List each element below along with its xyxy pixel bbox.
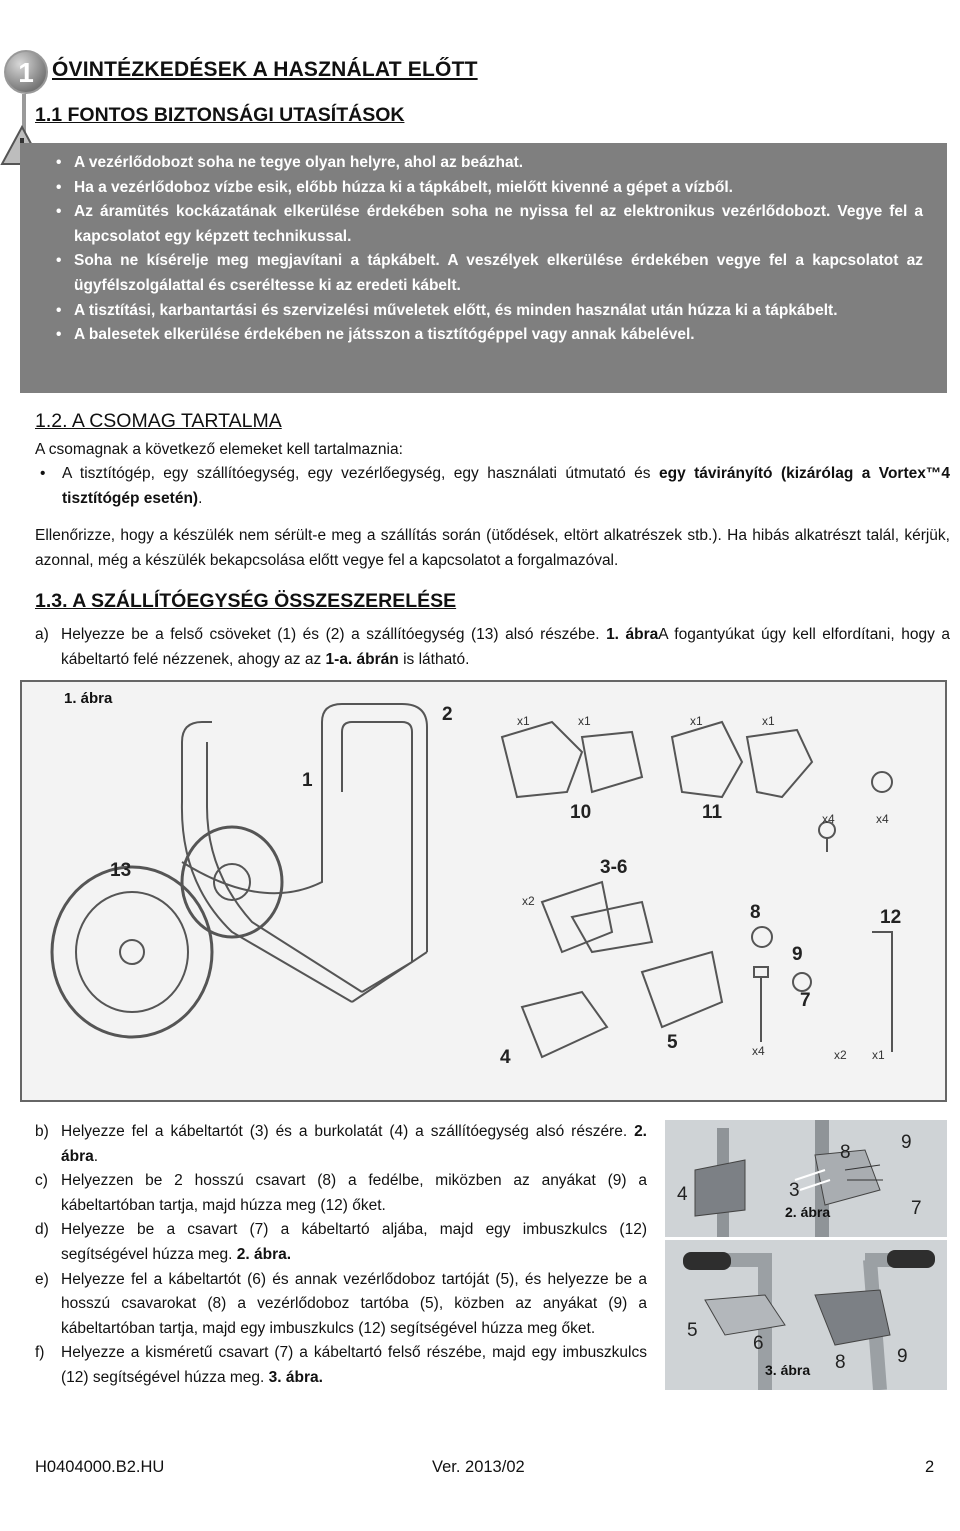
step-d (35, 1218, 647, 1267)
part-label: 7 (800, 990, 811, 1011)
footer-page-number: 2 (925, 1458, 935, 1476)
part-label: 1 (302, 770, 313, 791)
part-label: 4 (500, 1047, 511, 1068)
step-a-text-3: is látható. (398, 650, 470, 668)
safety-instructions-box (20, 143, 947, 393)
step-c (35, 1169, 647, 1218)
quantity-label: x1 (517, 714, 530, 728)
part-label: 7 (911, 1198, 922, 1219)
quantity-label: x2 (834, 1048, 847, 1062)
figure-ref: 1-a. ábrán (325, 650, 399, 668)
quantity-label: x4 (876, 812, 889, 826)
part-label: 13 (110, 860, 132, 881)
part-label: 8 (840, 1142, 851, 1163)
part-label: 8 (835, 1352, 846, 1373)
step-e (35, 1268, 647, 1342)
step-a-text-2: A fogantyúkat úgy kell elfordítani, hogy a kábeltartó felé nézzenek, ahogy az az (61, 626, 950, 668)
part-label: 9 (897, 1346, 908, 1367)
step-text: Helyezzen be 2 hosszú csavart (8) a fedélbe, miközben az anyákat (9) a kábeltartóban tartja, majd húzza meg (12) őket. (61, 1172, 647, 1214)
safety-item: • A balesetek elkerülése érdekében ne játsszon a tisztítógéppel vagy annak kábelével. (74, 323, 923, 348)
step-a (35, 623, 950, 672)
step-letter: c) (35, 1172, 48, 1190)
figure-1 (20, 680, 947, 1102)
part-label: 8 (750, 902, 761, 923)
assembly-steps (35, 1120, 647, 1391)
step-a-text-1: Helyezze be a felső csöveket (1) és (2) a szállítóegység (13) alsó részébe. (61, 626, 607, 643)
safety-item: • Soha ne kísérelje meg megjavítani a tápkábelt. A veszélyek elkerülése érdekében vegye fel a kapcsolatot az ügyfélszolgálattal és cseréltesse ki az eredeti kábelt. (74, 249, 923, 298)
bullet-dot: • (40, 465, 46, 482)
figure-3-caption: 3. ábra (765, 1362, 811, 1378)
part-label: 3 (789, 1180, 800, 1201)
section-1-3-heading: 1.3. A SZÁLLÍTÓEGYSÉG ÖSSZESZERELÉSE (35, 590, 457, 612)
part-label: 12 (880, 907, 902, 928)
figure-ref: 1. ábra (606, 626, 659, 643)
chapter-title: ÓVINTÉZKEDÉSEK A HASZNÁLAT ELŐTT (52, 58, 478, 81)
step-letter: f) (35, 1344, 45, 1362)
figure-3 (665, 1240, 947, 1390)
quantity-label: x1 (762, 714, 775, 728)
step-f (35, 1341, 647, 1390)
step-text: Helyezze a kisméretű csavart (7) a kábeltartó felső részébe, majd egy imbuszkulcs (12) segítségével húzza meg. (61, 1344, 647, 1386)
package-contents-item (40, 462, 950, 511)
quantity-label: x4 (822, 812, 835, 826)
step-text: Helyezze be a csavart (7) a kábeltartó aljába, majd egy imbuszkulcs (12) segítségével húzza meg. (61, 1221, 647, 1263)
safety-item: • Az áramütés kockázatának elkerülése érdekében soha ne nyissa fel az elektronikus vezérlődobozt. Vegye fel a kapcsolatot egy képzett technikussal. (74, 200, 923, 249)
chapter-number-badge (4, 50, 48, 94)
part-label: 5 (687, 1320, 698, 1341)
part-label: 9 (792, 944, 803, 965)
step-text: Helyezze fel a kábeltartót (6) és annak vezérlődoboz tartóját (5), és helyezze be a hosszú csavarokat (8) a vezérlődoboz tartóba (5), közben az anyákat (9) a kábeltartóban tartja, majd egy imbuszkulcs (12) segítségével húzza meg őket. (61, 1270, 647, 1337)
figure-ref: 3. ábra. (268, 1368, 323, 1386)
quantity-label: x1 (578, 714, 591, 728)
part-label: 2 (442, 704, 453, 725)
footer-version: Ver. 2013/02 (432, 1458, 525, 1476)
figure-1-drawing (22, 682, 945, 1100)
figure-2 (665, 1120, 947, 1237)
quantity-label: x4 (752, 1044, 765, 1058)
package-intro: A csomagnak a következő elemeket kell tartalmaznia: (35, 441, 403, 458)
damage-check-text: Ellenőrizze, hogy a készülék nem sérült-e meg a szállítás során (ütődések, eltört alkatrészek stb.). Ha hibás alkatrészt talál, kérjük, azonnal, még a készülék bekapcsolása előtt vegye fel a kapcsolatot a forgalmazóval. (35, 527, 950, 569)
figure-ref: 2. ábra. (236, 1245, 292, 1263)
step-letter: e) (35, 1270, 49, 1288)
quantity-label: x1 (690, 714, 703, 728)
figure-1-caption: 1. ábra (64, 690, 113, 707)
quantity-label: x2 (522, 894, 535, 908)
package-contents-end: . (198, 489, 203, 507)
step-letter: b) (35, 1123, 49, 1140)
section-1-2-heading: 1.2. A CSOMAG TARTALMA (35, 410, 282, 432)
part-label: 5 (667, 1032, 678, 1053)
remote-control-note: egy távirányító (kizárólag a Vortex™4 tisztítógép esetén) (62, 465, 950, 507)
part-label: 10 (570, 802, 592, 823)
safety-item: • Ha a vezérlődoboz vízbe esik, előbb húzza ki a tápkábelt, mielőtt kivenné a gépet a vízből. (74, 176, 923, 201)
part-label: 11 (702, 802, 723, 823)
safety-item: • A vezérlődobozt soha ne tegye olyan helyre, ahol az beázhat. (74, 151, 923, 176)
chapter-number: 1 (18, 57, 34, 88)
part-label: 4 (677, 1184, 688, 1205)
section-1-1-heading: 1.1 FONTOS BIZTONSÁGI UTASÍTÁSOK (35, 104, 405, 126)
package-contents-text: A tisztítógép, egy szállítóegység, egy vezérlőegység, egy használati útmutató és (62, 465, 659, 482)
part-label: 6 (753, 1333, 764, 1354)
step-b (35, 1120, 647, 1169)
step-text: Helyezze fel a kábeltartót (3) és a burkolatát (4) a szállítóegység alsó részére. (61, 1123, 635, 1140)
figure-ref: 2. ábra (61, 1123, 647, 1165)
figure-2-caption: 2. ábra (785, 1204, 831, 1220)
footer-doc-code: H0404000.B2.HU (35, 1458, 165, 1476)
part-label: 9 (901, 1132, 912, 1153)
step-letter: a) (35, 626, 49, 643)
part-label: 3-6 (600, 857, 628, 878)
quantity-label: x1 (872, 1048, 885, 1062)
safety-item: • A tisztítási, karbantartási és szervizelési műveletek előtt, és minden használat után húzza ki a tápkábelt. (74, 299, 923, 324)
step-letter: d) (35, 1221, 49, 1239)
step-end: . (93, 1147, 99, 1165)
